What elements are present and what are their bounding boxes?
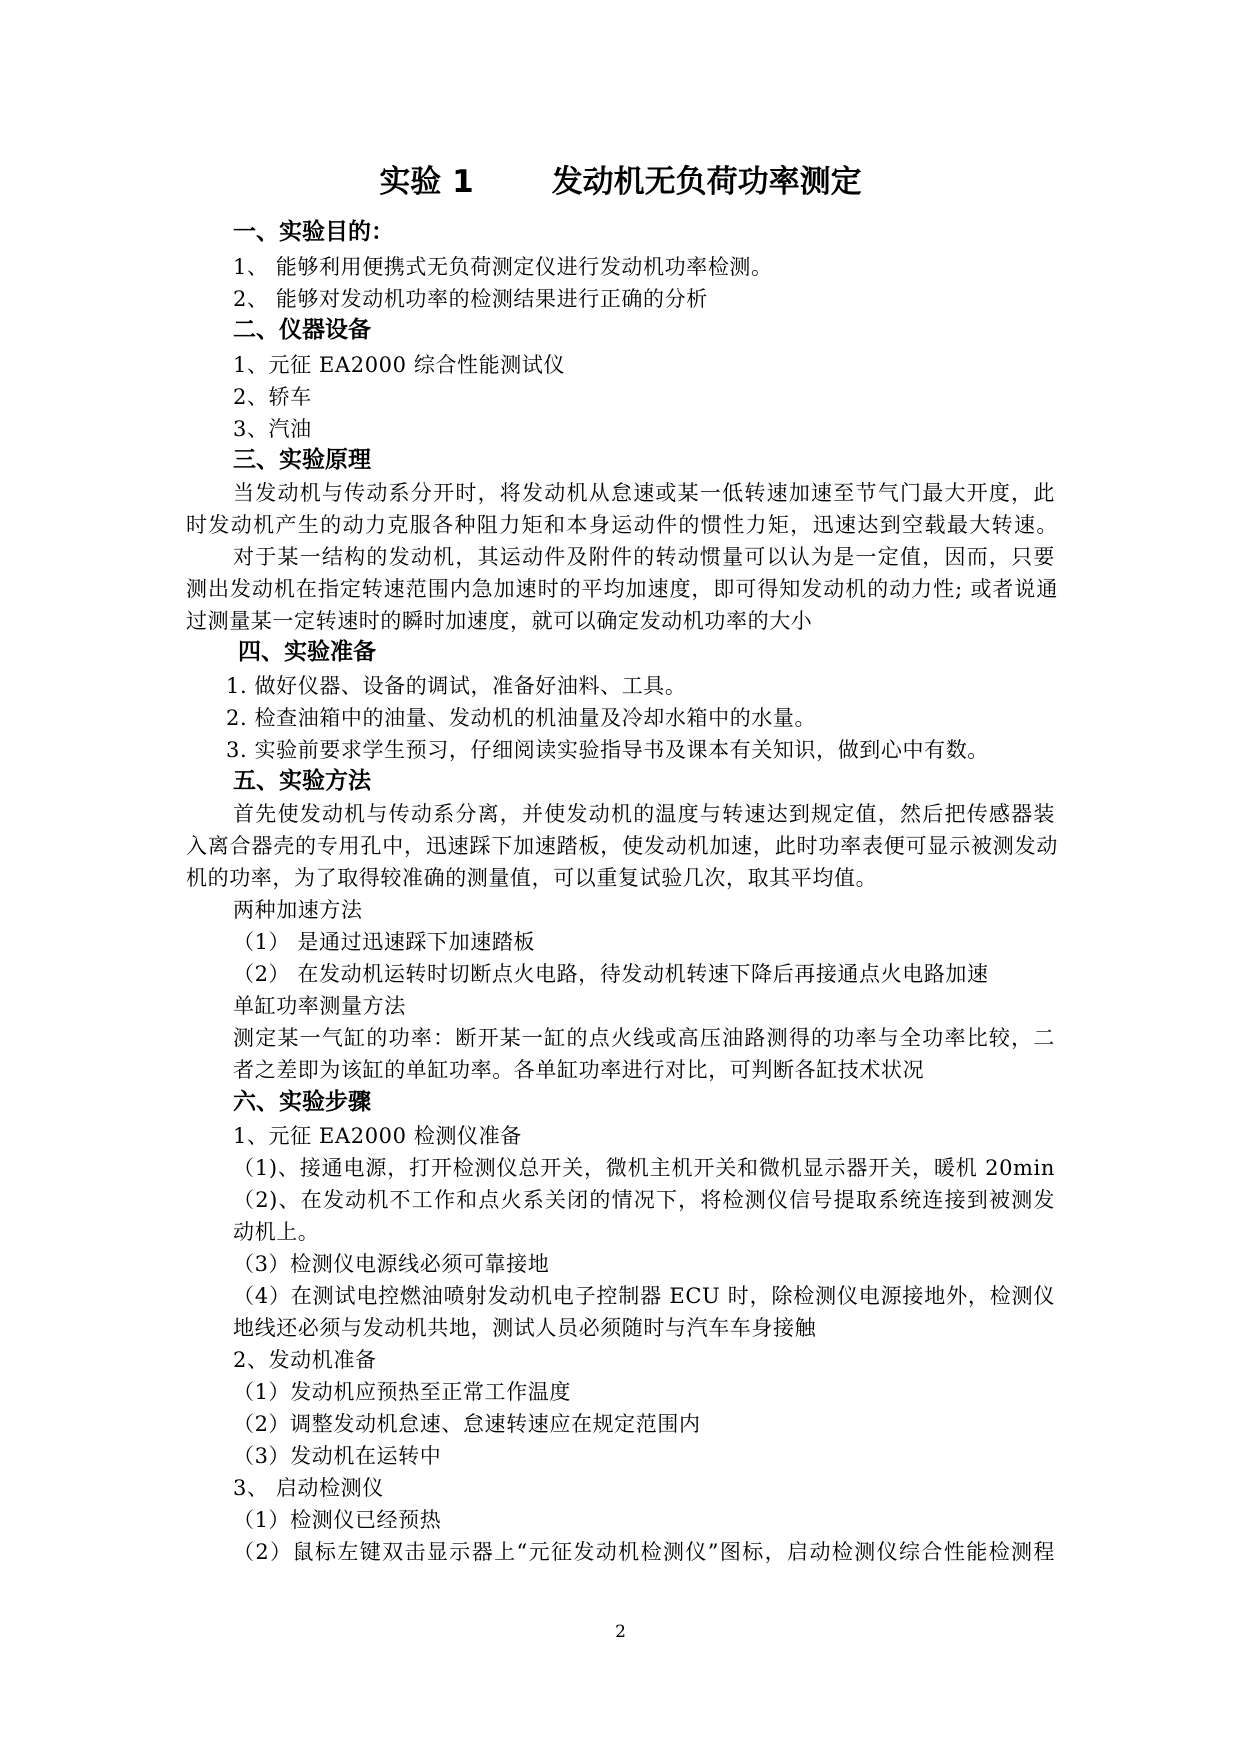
method-line: 机的功率，为了取得较准确的测量值，可以重复试验几次，取其平均值。 xyxy=(186,866,878,890)
page-number: 2 xyxy=(615,1622,626,1642)
method-line: （1） 是通过迅速踩下加速踏板 xyxy=(233,930,536,954)
step-line: 2、发动机准备 xyxy=(233,1348,377,1372)
title-number: 实验 1 xyxy=(379,164,474,200)
method-line: 入离合器壳的专用孔中，迅速踩下加速踏板，使发动机加速，此时功率表便可显示被测发动 xyxy=(186,834,1058,858)
method-line: 测定某一气缸的功率：断开某一缸的点火线或高压油路测得的功率与全功率比较，二 xyxy=(233,1026,1055,1050)
method-line: 两种加速方法 xyxy=(233,898,363,922)
section-heading-steps: 六、实验步骤 xyxy=(233,1089,371,1115)
preparation-item: 1. 做好仪器、设备的调试，准备好油料、工具。 xyxy=(226,674,687,698)
step-line: （1）发动机应预热至正常工作温度 xyxy=(233,1380,571,1404)
method-line: 单缸功率测量方法 xyxy=(233,994,406,1018)
principle-line: 当发动机与传动系分开时，将发动机从怠速或某一低转速加速至节气门最大开度，此 xyxy=(233,481,1055,505)
step-line: （3）发动机在运转中 xyxy=(233,1444,442,1468)
section-heading-principle: 三、实验原理 xyxy=(233,447,371,473)
step-line: 地线还必须与发动机共地，测试人员必须随时与汽车车身接触 xyxy=(233,1316,817,1340)
step-line: （2）调整发动机怠速、怠速转速应在规定范围内 xyxy=(233,1412,701,1436)
preparation-item: 3. 实验前要求学生预习，仔细阅读实验指导书及课本有关知识，做到心中有数。 xyxy=(226,738,989,762)
step-line: 3、 启动检测仪 xyxy=(233,1476,384,1500)
method-line: 者之差即为该缸的单缸功率。各单缸功率进行对比，可判断各缸技术状况 xyxy=(233,1058,925,1082)
principle-line: 时发动机产生的动力克服各种阻力矩和本身运动件的惯性力矩，迅速达到空载最大转速。 xyxy=(186,513,1058,537)
section-heading-preparation: 四、实验准备 xyxy=(238,639,376,665)
section-heading-method: 五、实验方法 xyxy=(233,768,371,794)
preparation-item: 2. 检查油箱中的油量、发动机的机油量及冷却水箱中的水量。 xyxy=(226,706,817,730)
step-line: 动机上。 xyxy=(233,1220,320,1244)
step-line: （1）检测仪已经预热 xyxy=(233,1508,442,1532)
step-line: （2）鼠标左键双击显示器上“元征发动机检测仪”图标，启动检测仪综合性能检测程 xyxy=(233,1540,1055,1564)
objective-item: 2、 能够对发动机功率的检测结果进行正确的分析 xyxy=(233,287,708,311)
step-line: 1、元征 EA2000 检测仪准备 xyxy=(233,1124,522,1148)
method-line: 首先使发动机与传动系分离，并使发动机的温度与转速达到规定值，然后把传感器装 xyxy=(233,802,1055,826)
objective-item: 1、 能够利用便携式无负荷测定仪进行发动机功率检测。 xyxy=(233,255,773,279)
principle-line: 测出发动机在指定转速范围内急加速时的平均加速度，即可得知发动机的动力性; 或者说通 xyxy=(186,577,1058,601)
equipment-item: 3、汽油 xyxy=(233,417,312,441)
principle-line: 对于某一结构的发动机，其运动件及附件的转动惯量可以认为是一定值，因而，只要 xyxy=(233,545,1055,569)
page-title xyxy=(0,160,1241,204)
step-line: （1)、接通电源，打开检测仪总开关，微机主机开关和微机显示器开关，暖机 20min xyxy=(233,1156,1055,1180)
section-heading-equipment: 二、仪器设备 xyxy=(233,317,371,343)
principle-line: 过测量某一定转速时的瞬时加速度，就可以确定发动机功率的大小 xyxy=(186,609,813,633)
step-line: （2)、在发动机不工作和点火系关闭的情况下，将检测仪信号提取系统连接到被测发 xyxy=(233,1188,1055,1212)
title-text: 发动机无负荷功率测定 xyxy=(551,164,862,200)
step-line: （4）在测试电控燃油喷射发动机电子控制器 ECU 时，除检测仪电源接地外，检测仪 xyxy=(233,1284,1055,1308)
step-line: （3）检测仪电源线必须可靠接地 xyxy=(233,1252,550,1276)
method-line: （2） 在发动机运转时切断点火电路，待发动机转速下降后再接通点火电路加速 xyxy=(233,962,989,986)
equipment-item: 2、轿车 xyxy=(233,385,312,409)
equipment-item: 1、元征 EA2000 综合性能测试仪 xyxy=(233,353,566,377)
section-heading-objectives: 一、实验目的： xyxy=(233,219,394,245)
